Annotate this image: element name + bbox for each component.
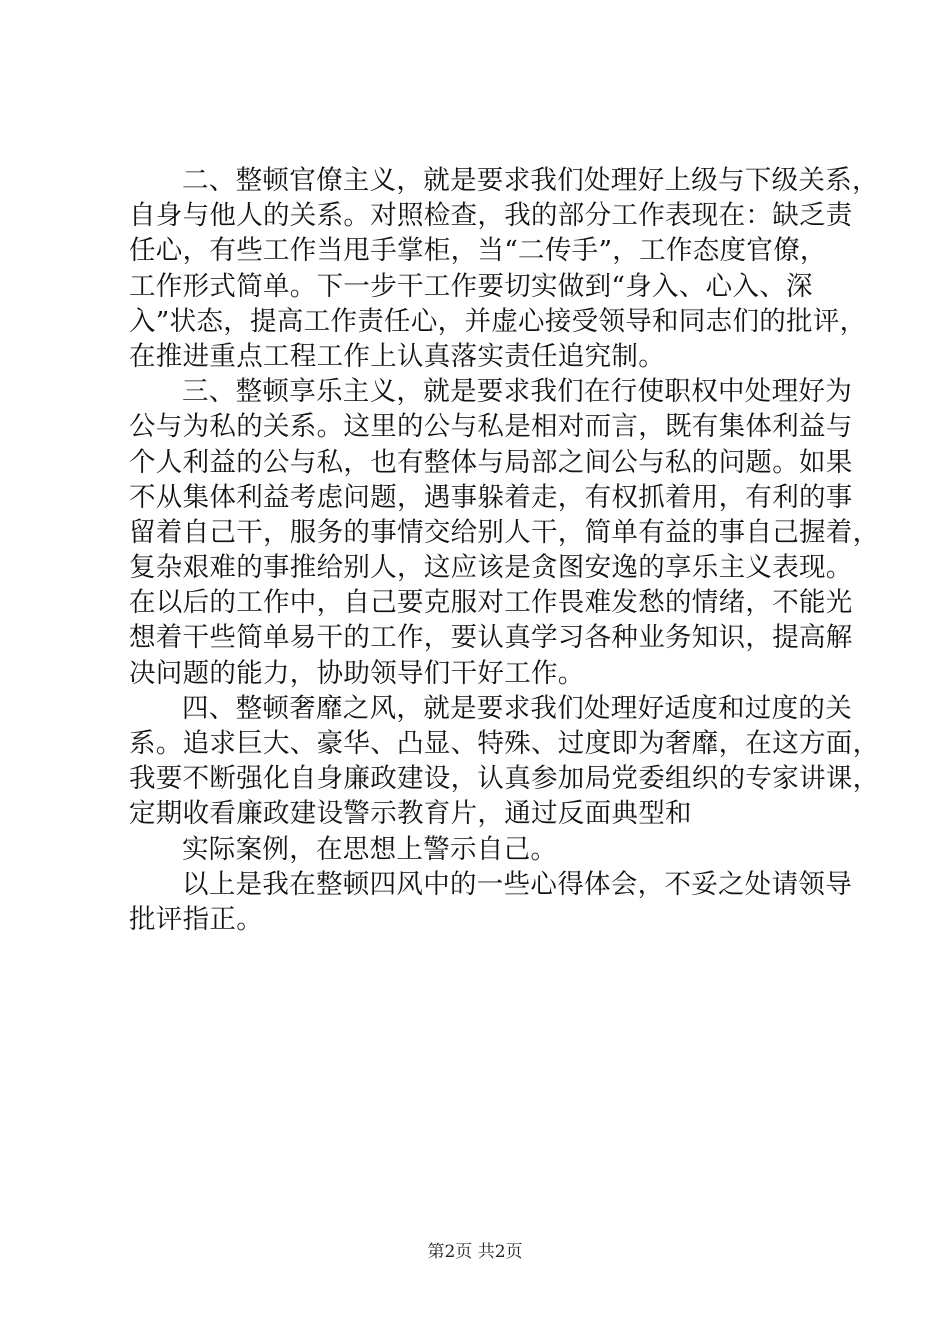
paragraph-line: 我要不断强化自身廉政建设，认真参加局党委组织的专家讲课， (129, 763, 880, 795)
paragraph-line: 在以后的工作中，自己要克服对工作畏难发愁的情绪，不能光 (129, 587, 853, 619)
paragraph-line: 系。追求巨大、豪华、凸显、特殊、过度即为奢靡，在这方面， (129, 728, 880, 759)
document-body (129, 163, 880, 937)
paragraph-line: 个人利益的公与私，也有整体与局部之间公与私的问题。如果 (129, 446, 853, 478)
paragraph-line: 三、整顿享乐主义，就是要求我们在行使职权中处理好为 (182, 376, 852, 408)
paragraph-line: 实际案例，在思想上警示自己。 (182, 833, 558, 865)
paragraph-line: 任心，有些工作当甩手掌柜，当“二传手”，工作态度官僚， (129, 235, 827, 267)
paragraph-line: 定期收看廉政建设警示教育片，通过反面典型和 (129, 798, 692, 830)
paragraph-line: 以上是我在整顿四风中的一些心得体会，不妥之处请领导 (182, 868, 852, 900)
paragraph-rectify-extravagance (129, 691, 880, 832)
paragraph-line: 二、整顿官僚主义，就是要求我们处理好上级与下级关系， (182, 165, 879, 196)
paragraph-line: 自身与他人的关系。对照检查，我的部分工作表现在：缺乏责 (129, 200, 853, 232)
paragraph-line: 公与为私的关系。这里的公与私是相对而言，既有集体利益与 (129, 411, 853, 443)
paragraph-rectify-hedonism (129, 374, 880, 691)
paragraph-conclusion (129, 867, 869, 937)
paragraph-rectify-bureaucracy (129, 163, 879, 374)
paragraph-case-warning (129, 832, 869, 867)
paragraph-line: 工作形式简单。下一步干工作要切实做到“身入、心入、深 (129, 270, 813, 302)
paragraph-line: 想着干些简单易干的工作，要认真学习各种业务知识，提高解 (129, 622, 853, 654)
paragraph-line: 入”状态，提高工作责任心，并虚心接受领导和同志们的批评， (129, 305, 867, 337)
paragraph-line: 批评指正。 (129, 903, 263, 935)
paragraph-line: 复杂艰难的事推给别人，这应该是贪图安逸的享乐主义表现。 (129, 552, 853, 584)
paragraph-line: 不从集体利益考虑问题，遇事躲着走，有权抓着用，有利的事 (129, 481, 853, 513)
page-number-footer: 第2页 共2页 (427, 1242, 523, 1262)
paragraph-line: 留着自己干，服务的事情交给别人干，简单有益的事自己握着， (129, 516, 880, 548)
paragraph-line: 四、整顿奢靡之风，就是要求我们处理好适度和过度的关 (182, 692, 852, 724)
paragraph-line: 决问题的能力，协助领导们干好工作。 (129, 657, 585, 689)
paragraph-line: 在推进重点工程工作上认真落实责任追究制。 (129, 340, 665, 372)
